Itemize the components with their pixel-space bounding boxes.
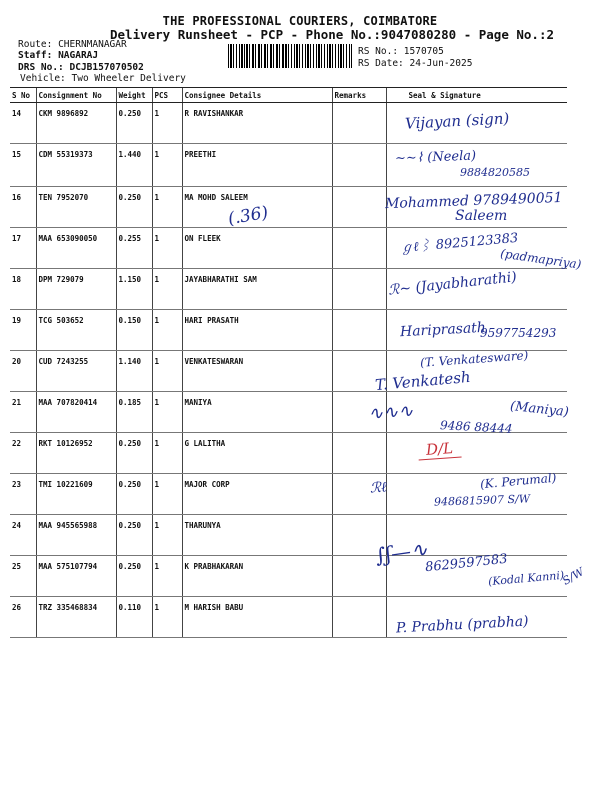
col-remarks: Remarks — [332, 88, 386, 103]
row-consignment: CUD 7243255 — [36, 351, 116, 392]
scribble-icon: ~~⌇ — [394, 150, 424, 167]
row-weight: 1.140 — [116, 351, 152, 392]
col-sno: S No — [10, 88, 36, 103]
table-header-row — [10, 88, 567, 103]
remark-row-22: D/L — [417, 439, 461, 461]
row-consignee: THARUNYA — [182, 515, 332, 556]
row-remarks — [332, 228, 386, 269]
row-sno: 14 — [10, 103, 36, 144]
scribble-icon: ℊℓ⌇ — [399, 238, 433, 257]
row-weight: 0.250 — [116, 103, 152, 144]
row-weight: 0.255 — [116, 228, 152, 269]
row-consignee: G LALITHA — [182, 433, 332, 474]
row-sno: 22 — [10, 433, 36, 474]
row-pcs: 1 — [152, 556, 182, 597]
route-value: CHERNMANAGAR — [58, 39, 127, 50]
row-pcs: 1 — [152, 515, 182, 556]
row-sno: 23 — [10, 474, 36, 515]
signature-row-14: Vijayan (sign) — [404, 109, 510, 133]
drs-line — [18, 62, 144, 73]
row-sno: 21 — [10, 392, 36, 433]
col-pcs: PCS — [152, 88, 182, 103]
row-pcs: 1 — [152, 474, 182, 515]
row-weight: 0.185 — [116, 392, 152, 433]
row-consignment: MAA 653090050 — [36, 228, 116, 269]
note-row-15b: 9884820585 — [460, 166, 530, 179]
row-pcs: 1 — [152, 351, 182, 392]
row-remarks — [332, 433, 386, 474]
note-row-23a: (K. Perumal) — [479, 470, 557, 492]
table-row — [10, 515, 567, 556]
note-row-18: (Jayabharathi) — [414, 269, 518, 296]
table-row — [10, 144, 567, 187]
rs-date-line — [358, 58, 472, 69]
row-signature — [386, 433, 567, 474]
row-sno: 15 — [10, 144, 36, 187]
row-consignee: MA MOHD SALEEM — [182, 187, 332, 228]
row-weight: 0.250 — [116, 515, 152, 556]
row-pcs: 1 — [152, 269, 182, 310]
note-row-23b: 9486815907 S/W — [433, 492, 531, 509]
row-pcs: 1 — [152, 103, 182, 144]
row-weight: 0.110 — [116, 597, 152, 638]
row-sno: 16 — [10, 187, 36, 228]
row-pcs: 1 — [152, 310, 182, 351]
row-consignment: MAA 707820414 — [36, 392, 116, 433]
row-consignment: TCG 503652 — [36, 310, 116, 351]
note-row-19a: Hariprasath — [399, 319, 487, 341]
rs-date-label: RS Date: — [358, 58, 404, 69]
row-weight: 0.150 — [116, 310, 152, 351]
route-label: Route: — [18, 39, 53, 50]
vehicle-value: Two Wheeler Delivery — [71, 73, 186, 84]
row-consignment: CDM 55319373 — [36, 144, 116, 187]
row-consignee: R RAVISHANKAR — [182, 103, 332, 144]
drs-label: DRS No.: — [18, 62, 64, 73]
row-remarks — [332, 597, 386, 638]
row-weight: 0.250 — [116, 187, 152, 228]
table-row — [10, 433, 567, 474]
vehicle-label: Vehicle: — [20, 73, 66, 84]
note-row-17b: (padmapriya) — [499, 246, 583, 272]
route-line — [18, 39, 127, 50]
col-consignee: Consignee Details — [182, 88, 332, 103]
staff-line — [18, 50, 98, 61]
row-consignment: DPM 729079 — [36, 269, 116, 310]
scribble-icon: ∿∿∿ — [367, 400, 414, 425]
note-row-19b: 9597754293 — [480, 326, 557, 340]
barcode — [228, 44, 352, 68]
row-weight: 0.250 — [116, 474, 152, 515]
row-remarks — [332, 103, 386, 144]
note-row-16b: Saleem — [455, 208, 508, 224]
remark-row-16: (.36) — [226, 202, 270, 230]
row-pcs: 1 — [152, 597, 182, 638]
row-sno: 25 — [10, 556, 36, 597]
row-pcs: 1 — [152, 228, 182, 269]
note-row-21a: (Maniya) — [509, 398, 570, 421]
row-pcs: 1 — [152, 392, 182, 433]
row-pcs: 1 — [152, 144, 182, 187]
note-row-25c: S/W — [560, 565, 587, 588]
note-row-15a: (Neela) — [427, 148, 477, 166]
row-sno: 17 — [10, 228, 36, 269]
row-weight: 1.150 — [116, 269, 152, 310]
row-weight: 0.250 — [116, 556, 152, 597]
row-consignment: MAA 575107794 — [36, 556, 116, 597]
row-sno: 26 — [10, 597, 36, 638]
col-weight: Weight — [116, 88, 152, 103]
drs-value: DCJB157070502 — [69, 62, 144, 73]
scribble-icon: ℛℓ — [369, 479, 388, 497]
row-consignment: TRZ 335468834 — [36, 597, 116, 638]
row-remarks — [332, 187, 386, 228]
row-consignee: HARI PRASATH — [182, 310, 332, 351]
row-consignee: MANIYA — [182, 392, 332, 433]
row-consignment: RKT 10126952 — [36, 433, 116, 474]
note-row-25b: (Kodal Kanni) — [487, 568, 565, 589]
signature-row-26: P. Prabhu (prabha) — [395, 613, 529, 637]
row-remarks — [332, 310, 386, 351]
row-consignee: MAJOR CORP — [182, 474, 332, 515]
row-sno: 18 — [10, 269, 36, 310]
rs-no-label: RS No.: — [358, 46, 399, 57]
company-title: THE PROFESSIONAL COURIERS, COIMBATORE — [162, 14, 438, 28]
col-signature: Seal & Signature — [386, 88, 567, 103]
runsheet-title: Delivery Runsheet - PCP - Phone No.:9047080280 - Page No.:2 — [110, 27, 555, 42]
note-row-20a: (T. Venkatesware) — [419, 348, 529, 370]
row-consignee: VENKATESWARAN — [182, 351, 332, 392]
row-weight: 0.250 — [116, 433, 152, 474]
note-row-25a: 8629597583 — [424, 551, 509, 576]
signature-row-23 — [369, 479, 387, 497]
row-consignee: JAYABHARATHI SAM — [182, 269, 332, 310]
rs-no-value: 1570705 — [403, 46, 444, 57]
row-remarks — [332, 144, 386, 187]
staff-value: NAGARAJ — [58, 50, 99, 61]
row-sno: 20 — [10, 351, 36, 392]
signature-row-21 — [367, 400, 414, 424]
row-consignee: ON FLEEK — [182, 228, 332, 269]
scribble-icon: ∫ʃ—∿ — [373, 536, 430, 568]
row-consignee: K PRABHAKARAN — [182, 556, 332, 597]
row-consignment: CKM 9896892 — [36, 103, 116, 144]
row-consignment: MAA 945565988 — [36, 515, 116, 556]
row-pcs: 1 — [152, 433, 182, 474]
note-row-17a: 8925123383 — [435, 230, 519, 254]
row-consignee: PREETHI — [182, 144, 332, 187]
signature-row-20: T. Venkatesh — [374, 367, 472, 395]
row-consignee: M HARISH BABU — [182, 597, 332, 638]
rs-no-line — [358, 46, 444, 57]
scribble-icon: ℛ~ — [387, 280, 412, 299]
rs-date-value: 24-Jun-2025 — [409, 58, 473, 69]
note-row-16a: Mohammed 9789490051 — [384, 189, 563, 213]
row-weight: 1.440 — [116, 144, 152, 187]
row-consignment: TEN 7952070 — [36, 187, 116, 228]
row-sno: 19 — [10, 310, 36, 351]
row-consignment: TMI 10221609 — [36, 474, 116, 515]
col-consignment: Consignment No — [36, 88, 116, 103]
staff-label: Staff: — [18, 50, 53, 61]
note-row-21b: 9486 88444 — [439, 418, 513, 436]
row-sno: 24 — [10, 515, 36, 556]
row-remarks — [332, 269, 386, 310]
signature-row-15 — [395, 149, 477, 167]
row-pcs: 1 — [152, 187, 182, 228]
vehicle-line — [20, 73, 186, 84]
